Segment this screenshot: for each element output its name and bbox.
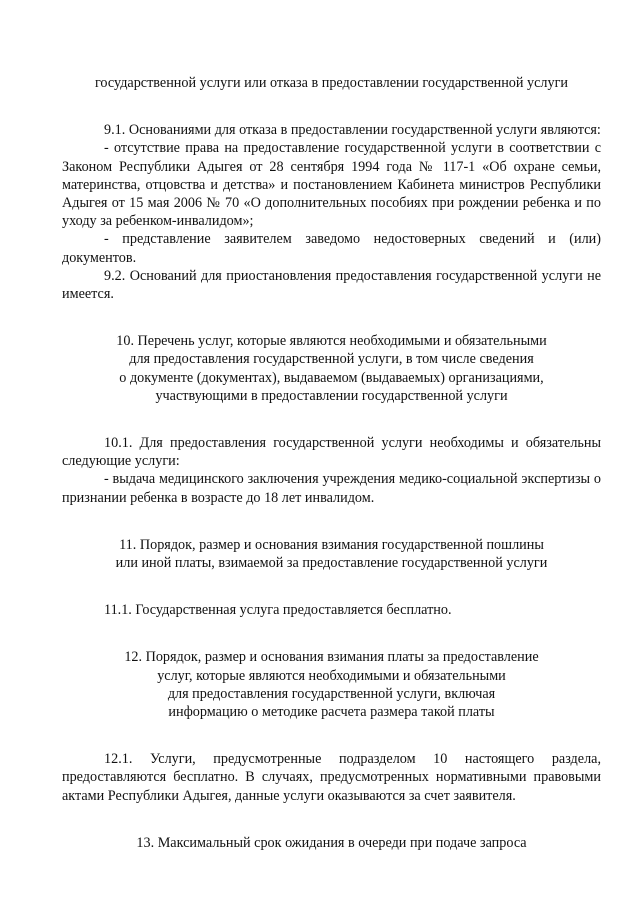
heading-line: или иной платы, взимаемой за предоставление государственной услуги xyxy=(115,555,548,572)
heading-line: для предоставления государственной услуги, включая xyxy=(167,685,496,702)
paragraph-11-1: 11.1. Государственная услуга предоставляется бесплатно. xyxy=(104,602,452,619)
spacer xyxy=(62,572,601,601)
heading-line: услуг, которые являются необходимыми и обязательными xyxy=(157,667,506,684)
spacer xyxy=(62,805,601,834)
paragraph-9-1-item-1: - отсутствие права на предоставление государственной услуги в соответствии с Законом Республики Адыгея от 28 сентября 1994 года № 117-1 «Об охране семьи, материнства, отцовства и детства» и постановлением Кабинета министров Республики Адыгея от 15 мая 2006 № 70 «О дополнительных пособиях при рождении ребенка и по уходу за ребенком-инвалидом»; xyxy=(62,140,601,230)
section-13-heading xyxy=(62,834,601,852)
section-9-title-tail: государственной услуги или отказа в предоставлении государственной услуги xyxy=(94,75,569,91)
spacer xyxy=(62,507,601,536)
paragraph-9-1-item-2: - представление заявителем заведомо недостоверных сведений и (или) документов. xyxy=(62,231,601,266)
paragraph-9-1: 9.1. Основаниями для отказа в предоставлении государственной услуги являются: xyxy=(104,122,601,139)
heading-line: для предоставления государственной услуги, в том числе сведения xyxy=(129,351,534,368)
spacer xyxy=(62,619,601,648)
section-10-heading xyxy=(62,332,601,405)
paragraph-10-1-item-1: - выдача медицинского заключения учреждения медико-социальной экспертизы о признании ребенка в возрасте до 18 лет инвалидом. xyxy=(62,471,601,506)
spacer xyxy=(62,405,601,434)
spacer xyxy=(62,92,601,121)
spacer xyxy=(62,721,601,750)
paragraph-12-1: 12.1. Услуги, предусмотренные подразделом 10 настоящего раздела, предоставляются бесплатно. В случаях, предусмотренных нормативными правовыми актами Республики Адыгея, данные услуги оказываются за счет заявителя. xyxy=(62,751,601,804)
section-11-heading xyxy=(62,536,601,572)
section-12-heading xyxy=(62,648,601,721)
heading-line: 13. Максимальный срок ожидания в очереди при подаче запроса xyxy=(136,834,527,851)
spacer xyxy=(62,303,601,332)
heading-line: 11. Порядок, размер и основания взимания государственной пошлины xyxy=(119,536,544,553)
paragraph-9-2: 9.2. Оснований для приостановления предоставления государственной услуги не имеется. xyxy=(62,267,601,303)
heading-line: о документе (документах), выдаваемом (выдаваемых) организациями, xyxy=(119,369,544,386)
heading-line: 10. Перечень услуг, которые являются необходимыми и обязательными xyxy=(116,333,547,350)
heading-line: участвующими в предоставлении государственной услуги xyxy=(155,387,508,404)
heading-line: информацию о методике расчета размера такой платы xyxy=(168,704,495,721)
heading-line: 12. Порядок, размер и основания взимания платы за предоставление xyxy=(124,649,539,666)
paragraph-10-1: 10.1. Для предоставления государственной услуги необходимы и обязательны следующие услуги: xyxy=(62,435,601,470)
